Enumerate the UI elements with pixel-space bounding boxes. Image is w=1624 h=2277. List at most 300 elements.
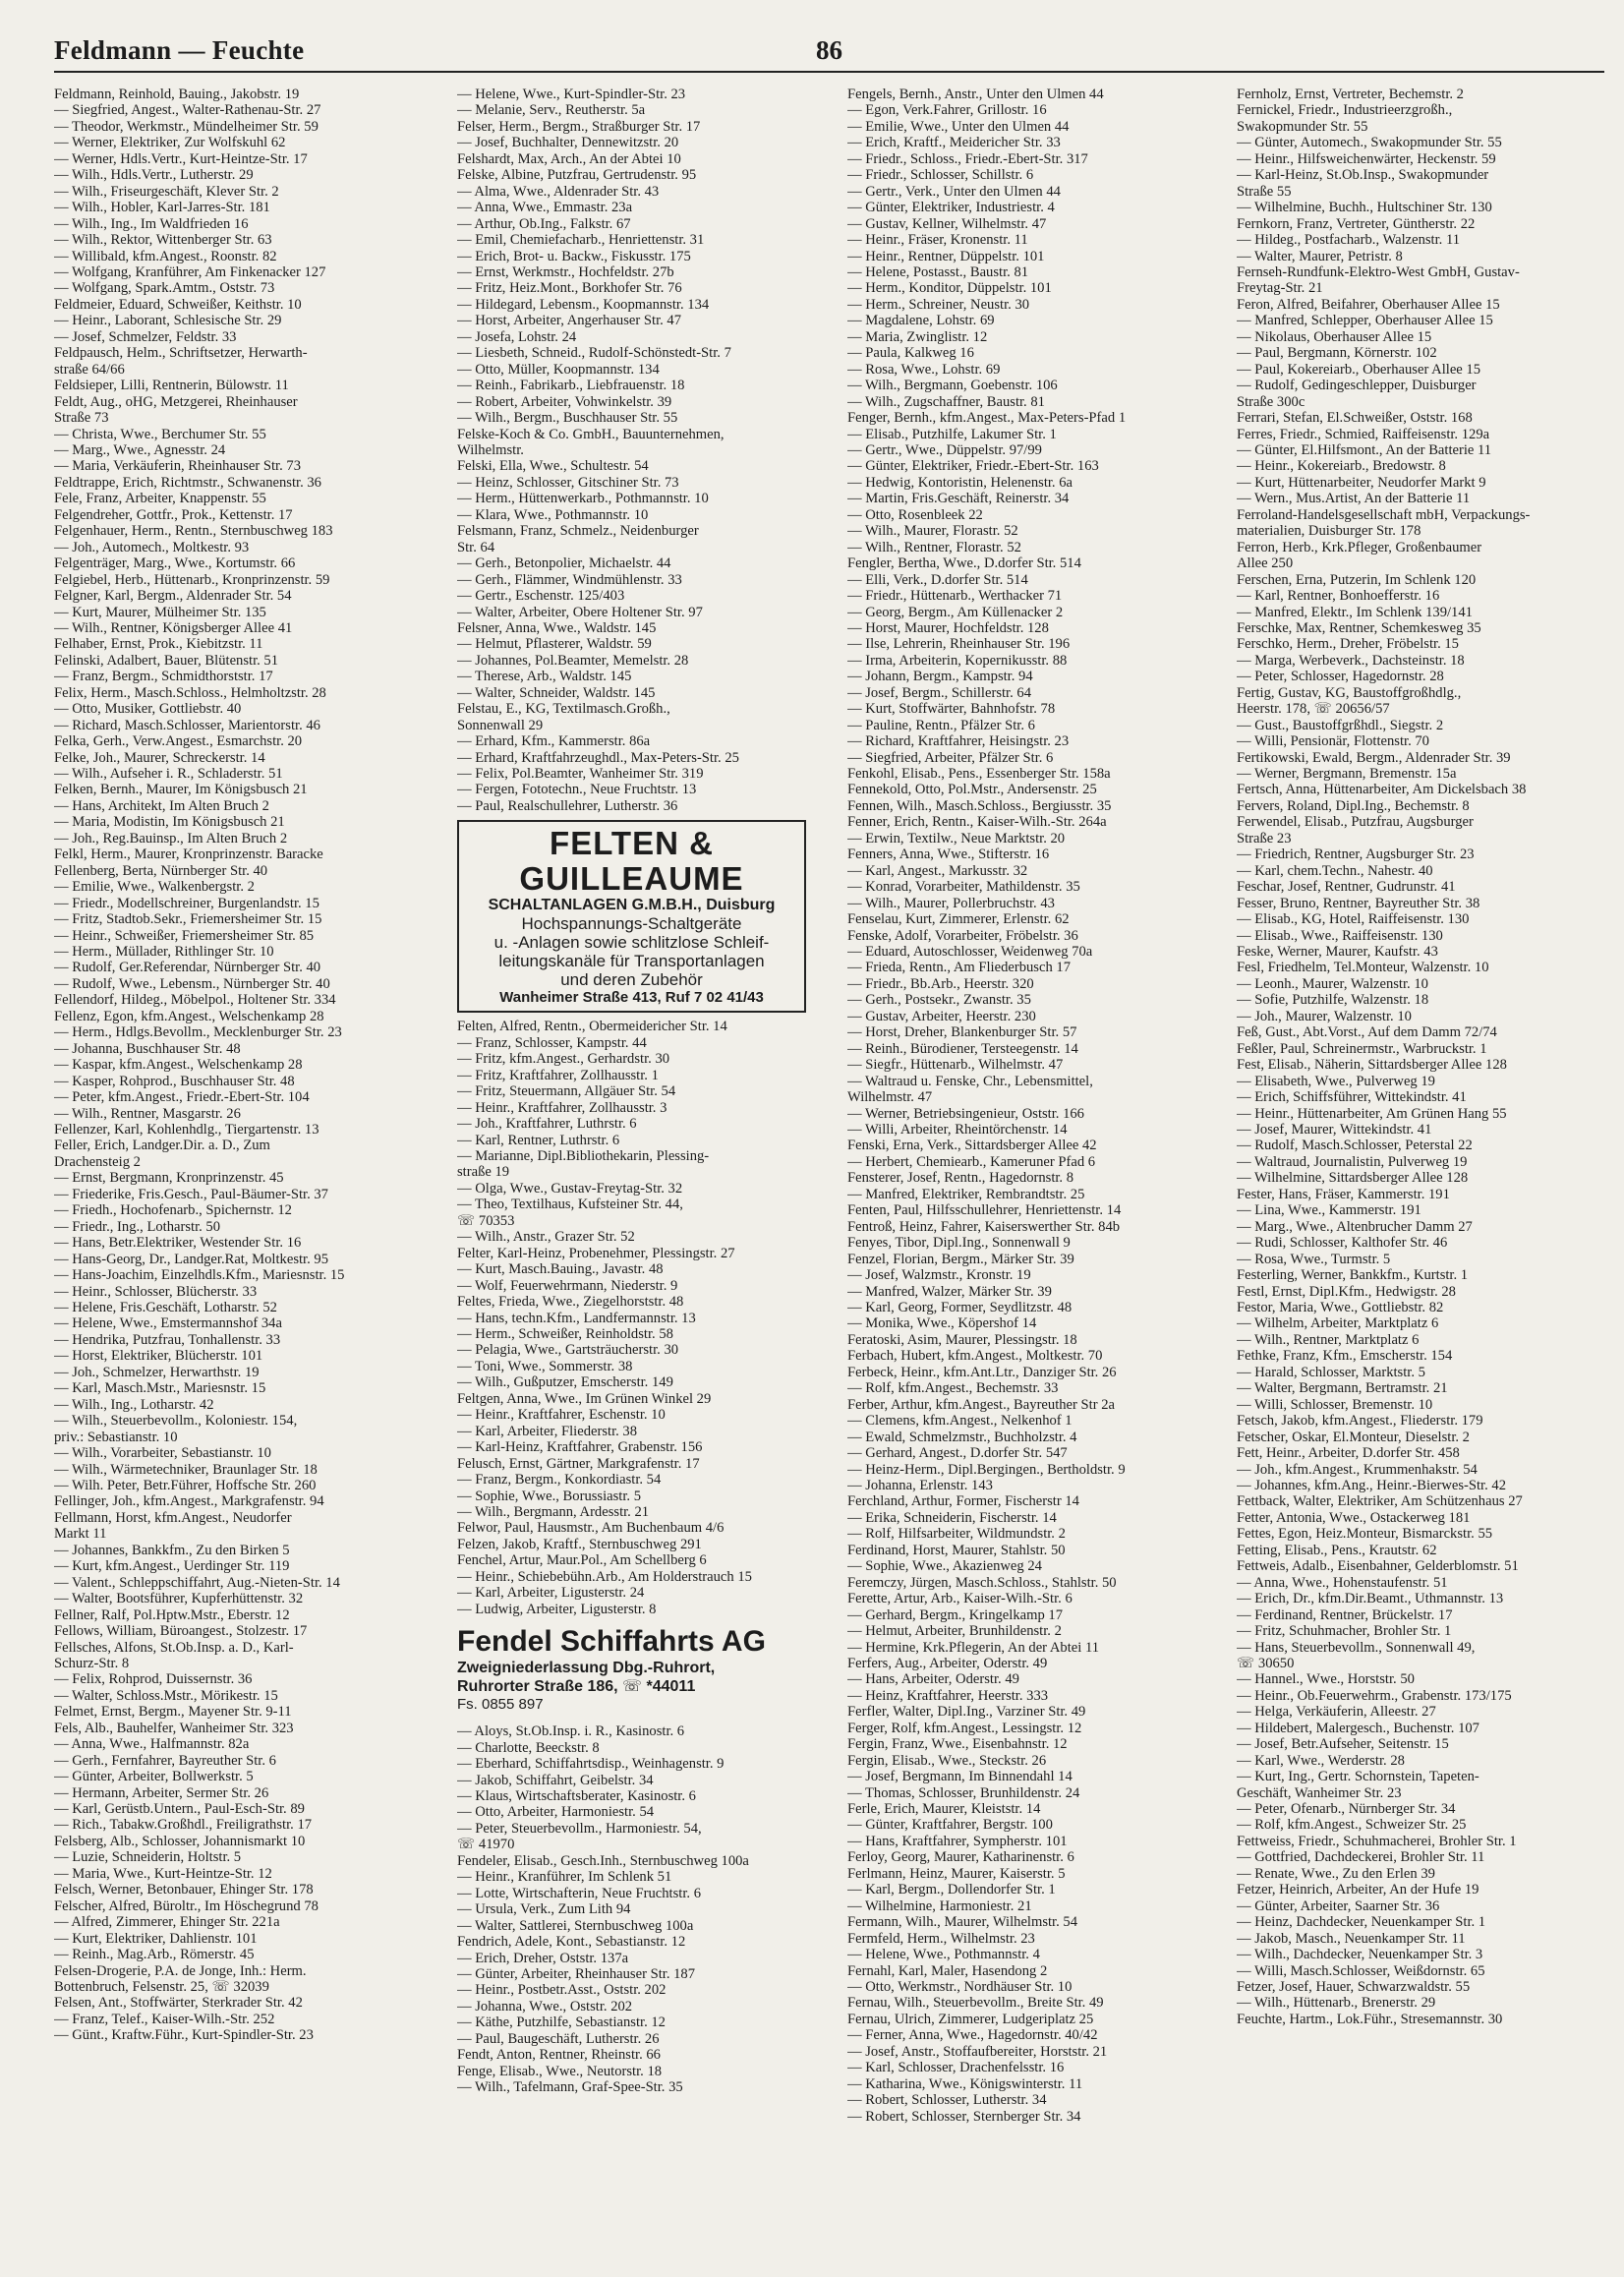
directory-entry: Drachensteig 2	[54, 1153, 141, 1170]
directory-entry: — Ewald, Schmelzmstr., Buchholzstr. 4	[847, 1429, 1077, 1445]
directory-entry: — Robert, Schlosser, Lutherstr. 34	[847, 2092, 1047, 2109]
directory-entry: — Willibald, kfm.Angest., Roonstr. 82	[54, 248, 277, 264]
directory-entry: Ferger, Rolf, kfm.Angest., Lessingstr. 12	[847, 1720, 1082, 1736]
directory-entry: — Werner, Betriebsingenieur, Oststr. 166	[847, 1105, 1084, 1122]
directory-entry: — Erhard, Kraftfahrzeughdl., Max-Peters-Str. 25	[457, 749, 739, 766]
directory-entry: — Ernst, Bergmann, Kronprinzenstr. 45	[54, 1170, 284, 1187]
directory-entry: — Reinh., Bürodiener, Tersteegenstr. 14	[847, 1040, 1078, 1057]
directory-entry: — Franz, Schlosser, Kampstr. 44	[457, 1034, 647, 1051]
directory-entry: Fennekold, Otto, Pol.Mstr., Andersenstr. 25	[847, 782, 1097, 798]
directory-entry: — Karl, Gerüstb.Untern., Paul-Esch-Str. 89	[54, 1801, 305, 1818]
directory-entry: — Wilh., Hüttenarb., Brenerstr. 29	[1237, 1995, 1436, 2012]
directory-entry: — Ludwig, Arbeiter, Ligusterstr. 8	[457, 1601, 657, 1617]
directory-entry: — Marg., Wwe., Agnesstr. 24	[54, 441, 226, 458]
directory-entry: — Erhard, Kfm., Kammerstr. 86a	[457, 733, 651, 750]
directory-entry: Ferchland, Arthur, Former, Fischerstr 14	[847, 1493, 1079, 1510]
directory-entry: — Heinr., Kraftfahrer, Eschenstr. 10	[457, 1407, 666, 1424]
directory-entry: Ferschen, Erna, Putzerin, Im Schlenk 120	[1237, 571, 1477, 588]
directory-entry: Ferroland-Handelsgesellschaft mbH, Verpackungs-	[1237, 506, 1531, 523]
directory-entry: — Heinr., Hüttenarbeiter, Am Grünen Hang 55	[1237, 1105, 1507, 1122]
directory-entry: — Georg, Bergm., Am Küllenacker 2	[847, 604, 1064, 620]
directory-entry: — Herm., Konditor, Düppelstr. 101	[847, 280, 1052, 297]
directory-entry: — Alfred, Zimmerer, Ehinger Str. 221a	[54, 1914, 280, 1931]
directory-entry: Freytag-Str. 21	[1237, 280, 1323, 297]
page-number: 86	[816, 35, 842, 65]
directory-entry: — Günter, Automech., Swakopmunder Str. 55	[1237, 135, 1502, 151]
directory-entry: Allee 250	[1237, 555, 1294, 572]
directory-entry: Felmet, Ernst, Bergm., Mayener Str. 9-11	[54, 1704, 292, 1721]
directory-entry: — Heinz, Dachdecker, Neuenkamper Str. 1	[1237, 1914, 1486, 1931]
directory-entry: — Erich, Kraftf., Meidericher Str. 33	[847, 135, 1061, 151]
directory-entry: — Werner, Elektriker, Zur Wolfskuhl 62	[54, 135, 286, 151]
directory-entry: — Karl, Angest., Markusstr. 32	[847, 862, 1028, 879]
directory-entry: — Marg., Wwe., Altenbrucher Damm 27	[1237, 1218, 1473, 1235]
directory-entry: Feß, Gust., Abt.Vorst., Auf dem Damm 72/74	[1237, 1024, 1497, 1041]
directory-entry: — Hans-Georg, Dr., Landger.Rat, Moltkestr. 95	[54, 1251, 328, 1267]
directory-entry: — Wilh., Rektor, Wittenberger Str. 63	[54, 232, 272, 249]
directory-entry: — Walter, Schneider, Waldstr. 145	[457, 684, 656, 701]
directory-entry: — Paul, Bergmann, Körnerstr. 102	[1237, 345, 1437, 362]
directory-entry: — Heinz, Kraftfahrer, Heerstr. 333	[847, 1687, 1049, 1704]
directory-entry: — Reinh., Fabrikarb., Liebfrauenstr. 18	[457, 378, 685, 394]
directory-entry: Fellinger, Joh., kfm.Angest., Markgrafenstr. 94	[54, 1493, 324, 1510]
directory-entry: — Franz, Bergm., Schmidthorststr. 17	[54, 669, 273, 685]
directory-entry: Str. 64	[457, 539, 495, 555]
directory-entry: — Horst, Dreher, Blankenburger Str. 57	[847, 1024, 1077, 1041]
directory-entry: — Wolf, Feuerwehrmann, Niederstr. 9	[457, 1277, 678, 1294]
directory-entry: Feremczy, Jürgen, Masch.Schloss., Stahlstr. 50	[847, 1574, 1117, 1591]
directory-entry: — Frieda, Rentn., Am Fliederbusch 17	[847, 960, 1071, 976]
directory-entry: — Gustav, Kellner, Wilhelmstr. 47	[847, 215, 1047, 232]
directory-entry: — Ursula, Verk., Zum Lith 94	[457, 1901, 631, 1918]
directory-column-1	[54, 87, 433, 2259]
directory-entry: — Wilh., Maurer, Florastr. 52	[847, 523, 1018, 540]
directory-entry: — Kurt, Ing., Gertr. Schornstein, Tapeten-	[1237, 1769, 1479, 1785]
directory-entry: — Marianne, Dipl.Bibliothekarin, Plessing-	[457, 1148, 710, 1165]
directory-entry: Feltgen, Anna, Wwe., Im Grünen Winkel 29	[457, 1390, 712, 1407]
directory-entry: Fenger, Bernh., kfm.Angest., Max-Peters-Pfad 1	[847, 410, 1127, 427]
directory-entry: — Wilh., Ing., Lotharstr. 42	[54, 1396, 214, 1413]
directory-entry: — Otto, Werkmstr., Nordhäuser Str. 10	[847, 1979, 1073, 1996]
directory-entry: — Wern., Mus.Artist, An der Batterie 11	[1237, 491, 1471, 507]
directory-entry: — Elisab., Putzhilfe, Lakumer Str. 1	[847, 426, 1057, 442]
directory-entry: Fele, Franz, Arbeiter, Knappenstr. 55	[54, 491, 266, 507]
directory-entry: — Peter, Schlosser, Hagedornstr. 28	[1237, 669, 1444, 685]
directory-entry: straße 19	[457, 1164, 510, 1181]
directory-entry: Fenten, Paul, Hilfsschullehrer, Henriettenstr. 14	[847, 1202, 1122, 1219]
directory-entry: ☏ 41970	[457, 1837, 515, 1853]
directory-entry: — Emilie, Wwe., Unter den Ulmen 44	[847, 118, 1070, 135]
directory-entry: — Paul, Realschullehrer, Lutherstr. 36	[457, 797, 678, 814]
directory-entry: — Walter, Bergmann, Bertramstr. 21	[1237, 1380, 1448, 1397]
directory-entry: priv.: Sebastianstr. 10	[54, 1429, 178, 1445]
directory-entry: Feuchte, Hartm., Lok.Führ., Stresemannstr. 30	[1237, 2011, 1503, 2027]
directory-entry: — Gertr., Verk., Unter den Ulmen 44	[847, 183, 1061, 200]
directory-entry: — Elisab., KG, Hotel, Raiffeisenstr. 130	[1237, 911, 1470, 928]
directory-entry: Straße 300c	[1237, 393, 1305, 410]
directory-entry: — Heinr., Postbetr.Asst., Oststr. 202	[457, 1982, 667, 1999]
directory-entry: — Gerh., Fernfahrer, Bayreuther Str. 6	[54, 1752, 276, 1769]
directory-entry: — Anna, Wwe., Hohenstaufenstr. 51	[1237, 1574, 1448, 1591]
directory-column-3	[847, 87, 1226, 2259]
directory-entry: Ferle, Erich, Maurer, Kleiststr. 14	[847, 1801, 1041, 1818]
directory-entry: — Monika, Wwe., Köpershof 14	[847, 1315, 1037, 1332]
directory-entry: — Martin, Fris.Geschäft, Reinerstr. 34	[847, 491, 1070, 507]
directory-entry: Straße 23	[1237, 830, 1292, 847]
directory-entry: Sonnenwall 29	[457, 717, 544, 733]
directory-entry: — Manfred, Elektriker, Rembrandtstr. 25	[847, 1186, 1085, 1202]
directory-entry: Fertikowski, Ewald, Bergm., Aldenrader Str. 39	[1237, 749, 1511, 766]
directory-entry: — Alma, Wwe., Aldenrader Str. 43	[457, 183, 660, 200]
directory-entry: — Hedwig, Kontoristin, Helenenstr. 6a	[847, 474, 1073, 491]
directory-entry: — Josef, Schmelzer, Feldstr. 33	[54, 328, 237, 345]
directory-entry: — Sophie, Wwe., Borussiastr. 5	[457, 1488, 642, 1504]
directory-entry: — Friedr., Schlosser, Schillstr. 6	[847, 167, 1034, 184]
directory-entry: — Friedr., Ing., Lotharstr. 50	[54, 1218, 221, 1235]
directory-entry: — Heinr., Kraftfahrer, Zollhausstr. 3	[457, 1099, 667, 1116]
directory-entry: Ferres, Friedr., Schmied, Raiffeisenstr. 129a	[1237, 426, 1490, 442]
directory-entry: Ferron, Herb., Krk.Pfleger, Großenbaumer	[1237, 539, 1482, 555]
directory-entry: — Elli, Verk., D.dorfer Str. 514	[847, 571, 1028, 588]
directory-entry: — Wilh., Rentner, Marktplatz 6	[1237, 1331, 1420, 1348]
directory-entry: Swakopmunder Str. 55	[1237, 118, 1368, 135]
running-title: Feldmann — Feuchte	[54, 35, 305, 65]
directory-entry: — Anna, Wwe., Halfmannstr. 82a	[54, 1736, 250, 1753]
directory-entry: Geschäft, Wanheimer Str. 23	[1237, 1784, 1402, 1801]
directory-entry: — Paula, Kalkweg 16	[847, 345, 974, 362]
directory-entry: — Herm., Hüttenwerkarb., Pothmannstr. 10	[457, 491, 709, 507]
directory-entry: — Wolfgang, Kranführer, Am Finkenacker 127	[54, 263, 326, 280]
directory-entry: — Heinr., Hilfsweichenwärter, Heckenstr. 59	[1237, 150, 1496, 167]
directory-entry: — Hendrika, Putzfrau, Tonhallenstr. 33	[54, 1331, 281, 1348]
directory-entry: — Hans, Arbeiter, Oderstr. 49	[847, 1671, 1019, 1688]
directory-entry: Feske, Werner, Maurer, Kaufstr. 43	[1237, 944, 1438, 961]
directory-entry: — Johannes, Bankkfm., Zu den Birken 5	[54, 1542, 290, 1558]
directory-entry: Fesl, Friedhelm, Tel.Monteur, Walzenstr. 10	[1237, 960, 1489, 976]
directory-entry: — Klara, Wwe., Pothmannstr. 10	[457, 506, 649, 523]
directory-entry: — Harald, Schlosser, Marktstr. 5	[1237, 1364, 1425, 1380]
directory-entry: — Karl-Heinz, St.Ob.Insp., Swakopmunder	[1237, 167, 1489, 184]
directory-entry: — Erich, Schiffsführer, Wittekindstr. 41	[1237, 1089, 1467, 1106]
directory-entry: — Heinz-Herm., Dipl.Bergingen., Bertholdstr. 9	[847, 1461, 1126, 1478]
directory-entry: Fellendorf, Hildeg., Möbelpol., Holtener Str. 334	[54, 992, 336, 1009]
directory-entry: Felsberg, Alb., Schlosser, Johannismarkt 10	[54, 1833, 306, 1849]
directory-entry: Fellenz, Egon, kfm.Angest., Welschenkamp 28	[54, 1008, 324, 1024]
ad-line: Hochspannungs-Schaltgeräte	[521, 914, 742, 934]
directory-entry: — Maria, Zwinglistr. 12	[847, 328, 988, 345]
directory-entry: Ferette, Artur, Arb., Kaiser-Wilh.-Str. 6	[847, 1591, 1073, 1607]
directory-entry: Felix, Herm., Masch.Schloss., Helmholtzstr. 28	[54, 684, 326, 701]
directory-entry: — Wilh., Bergmann, Goebenstr. 106	[847, 378, 1058, 394]
directory-entry: — Fritz, Schuhmacher, Brohler Str. 1	[1237, 1623, 1452, 1640]
directory-entry: — Heinr., Fräser, Kronenstr. 11	[847, 232, 1028, 249]
directory-entry: — Wilh., Ing., Im Waldfrieden 16	[54, 215, 249, 232]
directory-entry: — Ferdinand, Rentner, Brückelstr. 17	[1237, 1606, 1453, 1623]
directory-entry: Fernickel, Friedr., Industrieerzgroßh.,	[1237, 102, 1453, 119]
directory-entry: Feldsieper, Lilli, Rentnerin, Bülowstr. 11	[54, 378, 289, 394]
directory-entry: — Rolf, Hilfsarbeiter, Wildmundstr. 2	[847, 1526, 1066, 1543]
directory-entry: — Friedr., Hüttenarb., Werthacker 71	[847, 588, 1063, 605]
directory-entry: — Joh., Kraftfahrer, Luthrstr. 6	[457, 1116, 637, 1133]
directory-entry: — Johannes, kfm.Ang., Heinr.-Bierwes-Str. 42	[1237, 1477, 1507, 1493]
directory-entry: — Valent., Schleppschiffahrt, Aug.-Nieten-Str. 14	[54, 1574, 340, 1591]
directory-entry: — Günter, Arbeiter, Saarner Str. 36	[1237, 1898, 1440, 1914]
directory-entry: Felsch, Werner, Betonbauer, Ehinger Str. 178	[54, 1882, 314, 1898]
directory-entry: — Rudolf, Ger.Referendar, Nürnberger Str. 40	[54, 960, 321, 976]
directory-entry: Fenske, Adolf, Vorarbeiter, Fröbelstr. 36	[847, 927, 1078, 944]
directory-entry: — Josef, Maurer, Wittekindstr. 41	[1237, 1122, 1432, 1138]
directory-entry: Fenyes, Tibor, Dipl.Ing., Sonnenwall 9	[847, 1235, 1071, 1252]
directory-entry: — Otto, Rosenbleek 22	[847, 506, 983, 523]
directory-entry: — Katharina, Wwe., Königswinterstr. 11	[847, 2075, 1083, 2092]
directory-entry: — Günter, Arbeiter, Bollwerkstr. 5	[54, 1769, 254, 1785]
directory-entry: Feldmeier, Eduard, Schweißer, Keithstr. 10	[54, 296, 302, 313]
directory-entry: — Günter, Elektriker, Friedr.-Ebert-Str. 163	[847, 458, 1099, 475]
directory-entry: — Wilh., Steuerbevollm., Koloniestr. 154,	[54, 1413, 298, 1430]
directory-entry: — Wilh., Zugschaffner, Baustr. 81	[847, 393, 1045, 410]
directory-entry: — Maria, Wwe., Kurt-Heintze-Str. 12	[54, 1865, 272, 1882]
directory-entry: — Günter, Elektriker, Industriestr. 4	[847, 200, 1055, 216]
directory-entry: Feldmann, Reinhold, Bauing., Jakobstr. 19	[54, 87, 300, 102]
directory-entry: — Joh., kfm.Angest., Krummenhakstr. 54	[1237, 1461, 1478, 1478]
directory-entry: — Fritz, Kraftfahrer, Zollhausstr. 1	[457, 1067, 659, 1083]
directory-entry: — Helga, Verkäuferin, Alleestr. 27	[1237, 1704, 1436, 1721]
directory-entry: — Joh., Reg.Bauinsp., Im Alten Bruch 2	[54, 830, 288, 847]
directory-entry: — Peter, Steuerbevollm., Harmoniestr. 54,	[457, 1820, 702, 1837]
directory-entry: — Fritz, Stadtob.Sekr., Friemersheimer Str. 15	[54, 911, 322, 928]
directory-entry: Felsen-Drogerie, P.A. de Jonge, Inh.: Herm.	[54, 1962, 307, 1979]
directory-entry: — Rosa, Wwe., Turmstr. 5	[1237, 1251, 1391, 1267]
directory-entry: — Walter, Schloss.Mstr., Mörikestr. 15	[54, 1687, 278, 1704]
directory-entry: — Willi, Schlosser, Bremenstr. 10	[1237, 1396, 1433, 1413]
directory-entry: Fesser, Bruno, Rentner, Bayreuther Str. 38	[1237, 895, 1480, 911]
directory-entry: — Anna, Wwe., Emmastr. 23a	[457, 200, 633, 216]
directory-entry: Feldtrappe, Erich, Richtmstr., Schwanenstr. 36	[54, 474, 321, 491]
directory-entry: — Johanna, Erlenstr. 143	[847, 1477, 993, 1493]
directory-entry: Fernkorn, Franz, Vertreter, Güntherstr. 22	[1237, 215, 1476, 232]
directory-entry: — Sophie, Wwe., Akazienweg 24	[847, 1558, 1042, 1575]
directory-entry: — Karl, Masch.Mstr., Mariesnstr. 15	[54, 1380, 266, 1397]
directory-entry: — Helene, Wwe., Emstermannshof 34a	[54, 1315, 282, 1332]
directory-entry: — Jakob, Masch., Neuenkamper Str. 11	[1237, 1930, 1466, 1947]
directory-entry: Felski, Ella, Wwe., Schultestr. 54	[457, 458, 649, 475]
directory-entry: Fertsch, Anna, Hüttenarbeiter, Am Dickelsbach 38	[1237, 782, 1527, 798]
directory-entry: — Wilhelmine, Harmoniestr. 21	[847, 1898, 1032, 1914]
directory-entry: — Karl, Rentner, Bonhoefferstr. 16	[1237, 588, 1440, 605]
directory-entry: — Karl, chem.Techn., Nahestr. 40	[1237, 862, 1433, 879]
ad-line: u. -Anlagen sowie schlitzlose Schleif-	[493, 933, 770, 953]
directory-entry: Fendt, Anton, Rentner, Rheinstr. 66	[457, 2047, 661, 2064]
directory-entry: — Walter, Arbeiter, Obere Holtener Str. 97	[457, 604, 703, 620]
directory-entry: — Karl, Bergm., Dollendorfer Str. 1	[847, 1882, 1056, 1898]
directory-entry: — Karl, Schlosser, Drachenfelsstr. 16	[847, 2060, 1065, 2076]
directory-entry: Felwor, Paul, Hausmstr., Am Buchenbaum 4/6	[457, 1520, 725, 1537]
directory-entry: Fellmann, Horst, kfm.Angest., Neudorfer	[54, 1509, 292, 1526]
directory-entry: Fergin, Elisab., Wwe., Steckstr. 26	[847, 1752, 1047, 1769]
directory-entry: — Josef, Buchhalter, Dennewitzstr. 20	[457, 135, 679, 151]
directory-entry: — Hermine, Krk.Pflegerin, An der Abtei 11	[847, 1639, 1100, 1656]
directory-entry: Fernholz, Ernst, Vertreter, Bechemstr. 2	[1237, 87, 1464, 102]
directory-entry: Felkl, Herm., Maurer, Kronprinzenstr. Baracke	[54, 847, 323, 863]
directory-entry: Festor, Maria, Wwe., Gottliebstr. 82	[1237, 1299, 1444, 1315]
directory-entry: — Reinh., Mag.Arb., Römerstr. 45	[54, 1947, 255, 1963]
directory-entry: — Wilh., Vorarbeiter, Sebastianstr. 10	[54, 1445, 271, 1462]
directory-entry: Felter, Karl-Heinz, Probenehmer, Plessingstr. 27	[457, 1245, 735, 1261]
directory-entry: — Friedrich, Rentner, Augsburger Str. 23	[1237, 847, 1475, 863]
directory-entry: materialien, Duisburger Str. 178	[1237, 523, 1421, 540]
directory-entry: — Olga, Wwe., Gustav-Freytag-Str. 32	[457, 1180, 683, 1197]
directory-entry: — Pauline, Rentn., Pfälzer Str. 6	[847, 717, 1035, 733]
directory-entry: — Manfred, Schlepper, Oberhauser Allee 15	[1237, 313, 1493, 329]
directory-entry: — Johanna, Buschhauser Str. 48	[54, 1040, 241, 1057]
directory-entry: — Elisab., Wwe., Raiffeisenstr. 130	[1237, 927, 1443, 944]
directory-entry: Fenselau, Kurt, Zimmerer, Erlenstr. 62	[847, 911, 1070, 928]
directory-entry: — Wilh., Rentner, Florastr. 52	[847, 539, 1021, 555]
directory-entry: — Richard, Kraftfahrer, Heisingstr. 23	[847, 733, 1070, 750]
directory-entry: Felske-Koch & Co. GmbH., Bauunternehmen,	[457, 426, 725, 442]
ad-line: Fs. 0855 897	[457, 1696, 544, 1714]
directory-entry: Feschar, Josef, Rentner, Gudrunstr. 41	[1237, 879, 1456, 896]
directory-entry: Fenners, Anna, Wwe., Stifterstr. 16	[847, 847, 1050, 863]
directory-entry: — Otto, Arbeiter, Harmoniestr. 54	[457, 1804, 655, 1821]
directory-entry: Felgenträger, Marg., Wwe., Kortumstr. 66	[54, 555, 296, 572]
directory-entry: — Fritz, Steuermann, Allgäuer Str. 54	[457, 1083, 676, 1100]
directory-column-4	[1237, 87, 1624, 2259]
directory-entry: Felscher, Alfred, Büroltr., Im Höschegrund 78	[54, 1898, 319, 1914]
directory-entry: — Felix, Rohprod, Duissernstr. 36	[54, 1671, 253, 1688]
directory-entry: — Otto, Müller, Koopmannstr. 134	[457, 361, 660, 378]
directory-entry: — Heinr., Schiebebühn.Arb., Am Holderstrauch 15	[457, 1568, 752, 1585]
directory-entry: Fervers, Roland, Dipl.Ing., Bechemstr. 8	[1237, 797, 1470, 814]
directory-entry: Ferber, Arthur, kfm.Angest., Bayreuther Str 2a	[847, 1396, 1115, 1413]
directory-entry: Bottenbruch, Felsenstr. 25, ☏ 32039	[54, 1979, 269, 1996]
directory-entry: — Gottfried, Dachdeckerei, Brohler Str. 11	[1237, 1849, 1485, 1866]
ad-title: Fendel Schiffahrts AG	[457, 1625, 766, 1659]
directory-entry: — Helene, Wwe., Pothmannstr. 4	[847, 1947, 1040, 1963]
directory-entry: Fettes, Egon, Heiz.Monteur, Bismarckstr. 55	[1237, 1526, 1493, 1543]
directory-entry: Wilhelmstr. 47	[847, 1089, 933, 1106]
directory-entry: Fettweis, Adalb., Eisenbahner, Gelderblomstr. 51	[1237, 1558, 1519, 1575]
directory-entry: Markt 11	[54, 1526, 107, 1543]
directory-entry: Fensterer, Josef, Rentn., Hagedornstr. 8	[847, 1170, 1074, 1187]
directory-entry: Fennen, Wilh., Masch.Schloss., Bergiusstr. 35	[847, 797, 1112, 814]
directory-entry: Straße 55	[1237, 183, 1292, 200]
directory-entry: — Wilh., Hdls.Vertr., Lutherstr. 29	[54, 167, 254, 184]
directory-entry: — Wilh. Peter, Betr.Führer, Hoffsche Str. 260	[54, 1477, 317, 1493]
directory-entry: ☏ 30650	[1237, 1655, 1295, 1671]
directory-entry: Fetting, Elisab., Pens., Krautstr. 62	[1237, 1542, 1437, 1558]
directory-entry: — Erich, Dreher, Oststr. 137a	[457, 1950, 629, 1966]
directory-entry: — Robert, Schlosser, Sternberger Str. 34	[847, 2108, 1081, 2125]
directory-entry: — Kaspar, kfm.Angest., Welschenkamp 28	[54, 1057, 303, 1074]
directory-entry: ☏ 70353	[457, 1212, 515, 1229]
ad-line: und deren Zubehör	[560, 970, 703, 990]
directory-entry: — Johann, Bergm., Kampstr. 94	[847, 669, 1033, 685]
directory-entry: Fenge, Elisab., Wwe., Neutorstr. 18	[457, 2063, 663, 2079]
directory-entry: — Friedr., Schloss., Friedr.-Ebert-Str. 317	[847, 150, 1088, 167]
directory-entry: Fenkohl, Elisab., Pens., Essenberger Str. 158a	[847, 766, 1111, 783]
directory-entry: — Wilh., Maurer, Pollerbruchstr. 43	[847, 895, 1055, 911]
directory-entry: — Irma, Arbeiterin, Kopernikusstr. 88	[847, 652, 1068, 669]
directory-entry: — Friederike, Fris.Gesch., Paul-Bäumer-Str. 37	[54, 1186, 328, 1202]
directory-entry: Fetzer, Heinrich, Arbeiter, An der Hufe 19	[1237, 1882, 1479, 1898]
directory-entry: — Lina, Wwe., Kammerstr. 191	[1237, 1202, 1421, 1219]
directory-entry: Fernahl, Karl, Maler, Hasendong 2	[847, 1962, 1048, 1979]
directory-entry: — Josef, Walzmstr., Kronstr. 19	[847, 1267, 1031, 1284]
directory-entry: Ferbach, Hubert, kfm.Angest., Moltkestr. 70	[847, 1348, 1103, 1365]
directory-entry: Felshardt, Max, Arch., An der Abtei 10	[457, 150, 681, 167]
directory-entry: — Werner, Hdls.Vertr., Kurt-Heintze-Str. 17	[54, 150, 308, 167]
directory-entry: Fetscher, Oskar, El.Monteur, Dieselstr. 2	[1237, 1429, 1470, 1445]
directory-entry: — Paul, Baugeschäft, Lutherstr. 26	[457, 2030, 660, 2047]
directory-entry: — Lotte, Wirtschafterin, Neue Fruchtstr. 6	[457, 1885, 701, 1901]
directory-entry: — Johanna, Wwe., Oststr. 202	[457, 1998, 633, 2014]
directory-entry: — Erich, Dr., kfm.Dir.Beamt., Uthmannstr. 13	[1237, 1591, 1504, 1607]
directory-entry: — Herm., Schreiner, Neustr. 30	[847, 296, 1030, 313]
directory-entry: — Josef, Bergmann, Im Binnendahl 14	[847, 1769, 1073, 1785]
directory-entry: — Therese, Arb., Waldstr. 145	[457, 669, 632, 685]
directory-entry: — Johannes, Pol.Beamter, Memelstr. 28	[457, 652, 689, 669]
directory-entry: — Toni, Wwe., Sommerstr. 38	[457, 1358, 633, 1374]
directory-entry: — Heinr., Rentner, Düppelstr. 101	[847, 248, 1045, 264]
directory-entry: — Maria, Modistin, Im Königsbusch 21	[54, 814, 285, 831]
directory-entry: — Günter, Arbeiter, Rheinhauser Str. 187	[457, 1965, 696, 1982]
directory-entry: — Liesbeth, Schneid., Rudolf-Schönstedt-Str. 7	[457, 345, 731, 362]
directory-entry: — Herm., Müllader, Rithlinger Str. 10	[54, 944, 274, 961]
ad-subtitle: SCHALTANLAGEN G.M.B.H., Duisburg	[488, 897, 776, 914]
directory-entry: — Helene, Postasst., Baustr. 81	[847, 263, 1029, 280]
directory-entry: Feratoski, Asim, Maurer, Plessingstr. 18	[847, 1331, 1077, 1348]
directory-entry: — Käthe, Putzhilfe, Sebastianstr. 12	[457, 2014, 666, 2031]
directory-entry: Fetter, Antonia, Wwe., Ostackerweg 181	[1237, 1509, 1471, 1526]
directory-entry: — Thomas, Schlosser, Brunhildenstr. 24	[847, 1784, 1080, 1801]
directory-entry: — Wilhelmine, Buchh., Hultschiner Str. 130	[1237, 200, 1492, 216]
directory-entry: — Horst, Maurer, Hochfeldstr. 128	[847, 619, 1049, 636]
directory-entry: — Charlotte, Beeckstr. 8	[457, 1739, 600, 1756]
directory-entry: — Pelagia, Wwe., Gartsträucherstr. 30	[457, 1342, 679, 1359]
directory-entry: — Heinr., Schlosser, Blücherstr. 33	[54, 1283, 258, 1300]
directory-entry: — Gustav, Arbeiter, Heerstr. 230	[847, 1008, 1036, 1024]
directory-entry: Fethke, Franz, Kfm., Emscherstr. 154	[1237, 1348, 1453, 1365]
directory-entry: — Karl, Wwe., Werderstr. 28	[1237, 1752, 1405, 1769]
directory-entry: — Rosa, Wwe., Lohstr. 69	[847, 361, 1001, 378]
directory-entry: — Kasper, Rohprod., Buschhauser Str. 48	[54, 1073, 295, 1089]
directory-entry: Ferlmann, Heinz, Maurer, Kaiserstr. 5	[847, 1865, 1066, 1882]
directory-entry: — Kurt, Hüttenarbeiter, Neudorfer Markt 9	[1237, 474, 1486, 491]
directory-entry: — Fergen, Fototechn., Neue Fruchtstr. 13	[457, 782, 697, 798]
directory-entry: — Franz, Telef., Kaiser-Wilh.-Str. 252	[54, 2011, 275, 2027]
directory-entry: Feldt, Aug., oHG, Metzgerei, Rheinhauser	[54, 393, 298, 410]
directory-entry: — Manfred, Elektr., Im Schlenk 139/141	[1237, 604, 1473, 620]
directory-entry: Felsmann, Franz, Schmelz., Neidenburger	[457, 523, 699, 540]
directory-entry: Fernseh-Rundfunk-Elektro-West GmbH, Gustav-	[1237, 263, 1520, 280]
directory-entry: — Nikolaus, Oberhauser Allee 15	[1237, 328, 1432, 345]
ad-line: Zweigniederlassung Dbg.-Ruhrort,	[457, 1660, 716, 1677]
directory-entry: — Eberhard, Schiffahrtsdisp., Weinhagenstr. 9	[457, 1756, 725, 1773]
directory-entry: Fels, Alb., Bauhelfer, Wanheimer Str. 323	[54, 1720, 294, 1736]
advertisement-fendel-schiffahrt	[457, 1623, 806, 1718]
directory-entry: Fendrich, Adele, Kont., Sebastianstr. 12	[457, 1934, 686, 1951]
directory-entry: — Karl, Arbeiter, Ligusterstr. 24	[457, 1585, 645, 1602]
directory-entry: Ferbeck, Heinr., kfm.Ant.Ltr., Danziger Str. 26	[847, 1364, 1117, 1380]
directory-entry: — Friedr., Bb.Arb., Heerstr. 320	[847, 975, 1034, 992]
directory-entry: Fetsch, Jakob, kfm.Angest., Fliederstr. 179	[1237, 1413, 1483, 1430]
directory-entry: — Christa, Wwe., Berchumer Str. 55	[54, 426, 266, 442]
directory-entry: Heerstr. 178, ☏ 20656/57	[1237, 701, 1390, 718]
directory-entry: Fetzer, Josef, Hauer, Schwarzwaldstr. 55	[1237, 1979, 1471, 1996]
directory-entry: Felsner, Anna, Wwe., Waldstr. 145	[457, 619, 657, 636]
directory-entry: Feller, Erich, Landger.Dir. a. D., Zum	[54, 1138, 270, 1154]
